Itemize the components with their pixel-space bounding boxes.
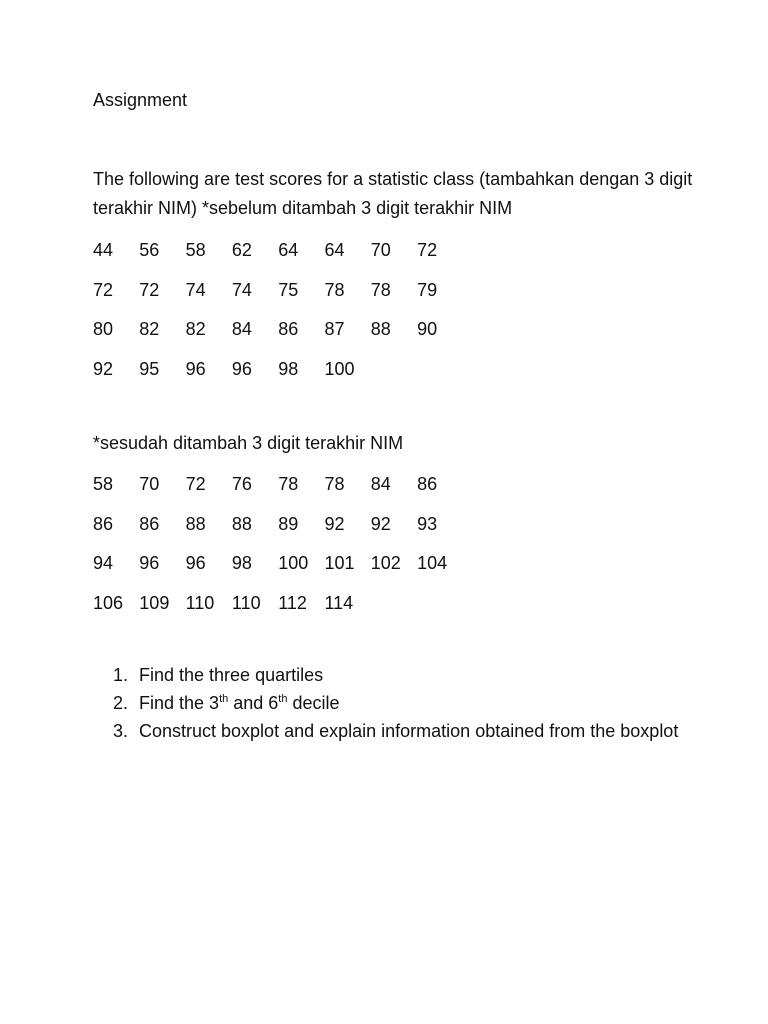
score-cell: 70 — [370, 240, 391, 261]
score-cell: 64 — [278, 240, 299, 261]
score-cell: 76 — [231, 474, 252, 495]
list-item — [93, 661, 713, 689]
score-cell: 62 — [231, 240, 252, 261]
score-cell: 88 — [370, 319, 391, 340]
score-cell: 106 — [93, 592, 124, 613]
score-cell: 78 — [278, 474, 299, 495]
score-cell: 95 — [139, 358, 160, 379]
list-item-text — [139, 689, 713, 717]
score-cell: 80 — [93, 319, 114, 340]
table-row — [93, 310, 713, 350]
table-row — [93, 271, 713, 311]
document-title: Assignment — [93, 90, 188, 110]
score-cell: 87 — [324, 319, 345, 340]
score-cell: 109 — [139, 592, 170, 613]
text-segment: decile — [287, 693, 340, 713]
score-cell: 84 — [370, 474, 391, 495]
score-cell: 58 — [93, 474, 114, 495]
list-item — [93, 689, 713, 717]
before-scores-table — [93, 231, 713, 389]
task-list — [93, 661, 713, 745]
score-cell: 78 — [370, 279, 391, 300]
score-cell: 101 — [324, 553, 355, 574]
score-cell: 72 — [417, 240, 438, 261]
score-cell: 98 — [278, 358, 299, 379]
score-cell: 64 — [324, 240, 345, 261]
score-cell: 93 — [417, 513, 438, 534]
superscript: th — [278, 693, 288, 705]
score-cell: 88 — [231, 513, 252, 534]
score-cell: 70 — [139, 474, 160, 495]
score-cell: 86 — [93, 513, 114, 534]
document-page — [93, 86, 713, 745]
score-cell: 75 — [278, 279, 299, 300]
score-cell: 78 — [324, 474, 345, 495]
score-cell: 96 — [139, 553, 160, 574]
list-item — [93, 717, 713, 745]
score-cell: 110 — [185, 592, 215, 613]
list-item-text: Find the three quartiles — [139, 665, 324, 685]
score-cell: 86 — [278, 319, 299, 340]
list-number: 2. — [113, 693, 129, 713]
score-cell: 100 — [324, 358, 355, 379]
score-cell: 96 — [231, 358, 252, 379]
score-cell: 72 — [93, 279, 114, 300]
table-row — [93, 350, 713, 390]
score-cell: 82 — [185, 319, 206, 340]
score-cell: 92 — [93, 358, 114, 379]
score-cell: 96 — [185, 553, 206, 574]
score-cell: 86 — [417, 474, 438, 495]
superscript: th — [219, 693, 229, 705]
score-cell: 78 — [324, 279, 345, 300]
table-row — [93, 465, 713, 505]
score-cell: 88 — [185, 513, 206, 534]
score-cell: 82 — [139, 319, 160, 340]
score-cell: 104 — [417, 553, 448, 574]
after-scores-table — [93, 465, 713, 623]
score-cell: 56 — [139, 240, 160, 261]
table-row — [93, 544, 713, 584]
score-cell: 92 — [370, 513, 391, 534]
after-heading: *sesudah ditambah 3 digit terakhir NIM — [93, 433, 404, 453]
score-cell: 58 — [185, 240, 206, 261]
score-cell: 84 — [231, 319, 252, 340]
score-cell: 114 — [324, 592, 354, 613]
score-cell: 74 — [185, 279, 206, 300]
text-segment: Find the 3 — [139, 693, 220, 713]
score-cell: 112 — [278, 592, 307, 613]
score-cell: 94 — [93, 553, 114, 574]
score-cell: 72 — [185, 474, 206, 495]
table-row — [93, 231, 713, 271]
score-cell: 90 — [417, 319, 438, 340]
score-cell: 74 — [231, 279, 252, 300]
score-cell: 72 — [139, 279, 160, 300]
score-cell: 110 — [231, 592, 261, 613]
score-cell: 79 — [417, 279, 438, 300]
score-cell: 89 — [278, 513, 299, 534]
intro-paragraph: The following are test scores for a statistic class (tambahkan dengan 3 digit terakhir NIM) *sebelum ditambah 3 digit terakhir NIM — [93, 169, 693, 218]
score-cell: 100 — [278, 553, 309, 574]
score-cell: 98 — [231, 553, 252, 574]
score-cell: 92 — [324, 513, 345, 534]
score-cell: 102 — [370, 553, 401, 574]
table-row — [93, 505, 713, 545]
score-cell: 96 — [185, 358, 206, 379]
table-row — [93, 584, 713, 624]
list-item-text: Construct boxplot and explain information obtained from the boxplot — [139, 721, 679, 741]
list-number: 3. — [113, 721, 129, 741]
list-number: 1. — [113, 665, 129, 685]
score-cell: 44 — [93, 240, 114, 261]
score-cell: 86 — [139, 513, 160, 534]
text-segment: and 6 — [228, 693, 279, 713]
